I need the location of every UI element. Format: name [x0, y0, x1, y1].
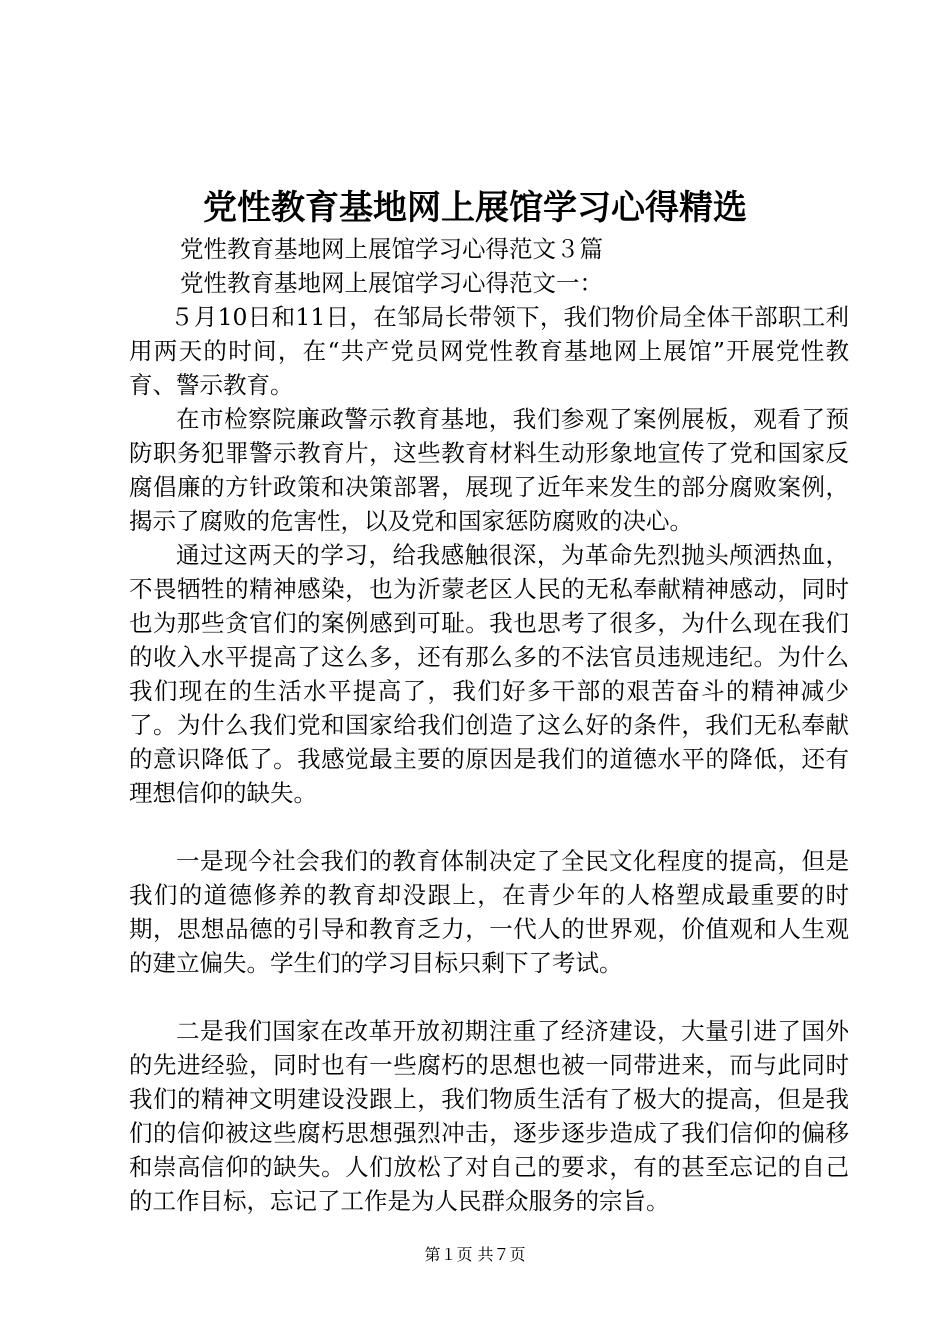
body-paragraph: 二是我们国家在改革开放初期注重了经济建设，大量引进了国外的先进经验，同时也有一些腐朽的思想也被一同带进来，而与此同时我们的精神文明建设没跟上，我们物质生活有了极大的提高，但是我们的信仰被这些腐朽思想强烈冲击，逐步逐步造成了我们信仰的偏移和崇高信仰的缺失。人们放松了对自己的要求，有的甚至忘记的自己的工作目标，忘记了工作是为人民群众服务的宗旨。: [129, 1017, 849, 1215]
paragraph-spacer: [129, 980, 849, 1014]
paragraph-spacer: [129, 810, 849, 844]
body-paragraph: 一是现今社会我们的教育体制决定了全民文化程度的提高，但是我们的道德修养的教育却没跟上，在青少年的人格塑成最重要的时期，思想品德的引导和教育乏力，一代人的世界观，价值观和人生观的建立偏失。学生们的学习目标只剩下了考试。: [129, 847, 849, 977]
subtitle-line: 党性教育基地网上展馆学习心得范文一：: [180, 269, 603, 297]
document-body: [129, 232, 849, 1218]
body-paragraph: 通过这两天的学习，给我感触很深，为革命先烈抛头颅洒热血，不畏牺牲的精神感染，也为沂蒙老区人民的无私奉献精神感动，同时也为那些贪官们的案例感到可耻。我也思考了很多，为什么现在我们的收入水平提高了这么多，还有那么多的不法官员违规违纪。为什么我们现在的生活水平提高了，我们好多干部的艰苦奋斗的精神减少了。为什么我们党和国家给我们创造了这么好的条件，我们无私奉献的意识降低了。我感觉最主要的原因是我们的道德水平的降低，还有理想信仰的缺失。: [129, 541, 849, 807]
subtitle-line: 党性教育基地网上展馆学习心得范文３篇: [180, 235, 603, 263]
page-footer: 第１页 共７页: [424, 1245, 526, 1264]
document-title: 党性教育基地网上展馆学习心得精选: [203, 188, 747, 228]
body-paragraph: ５月10日和11日，在邹局长带领下，我们物价局全体干部职工利用两天的时间，在“共产党员网党性教育基地网上展馆”开展党性教育、警示教育。: [129, 303, 849, 399]
body-paragraph: 在市检察院廉政警示教育基地，我们参观了案例展板，观看了预防职务犯罪警示教育片，这些教育材料生动形象地宣传了党和国家反腐倡廉的方针政策和决策部署，展现了近年来发生的部分腐败案例，揭示了腐败的危害性，以及党和国家惩防腐败的决心。: [129, 405, 849, 535]
